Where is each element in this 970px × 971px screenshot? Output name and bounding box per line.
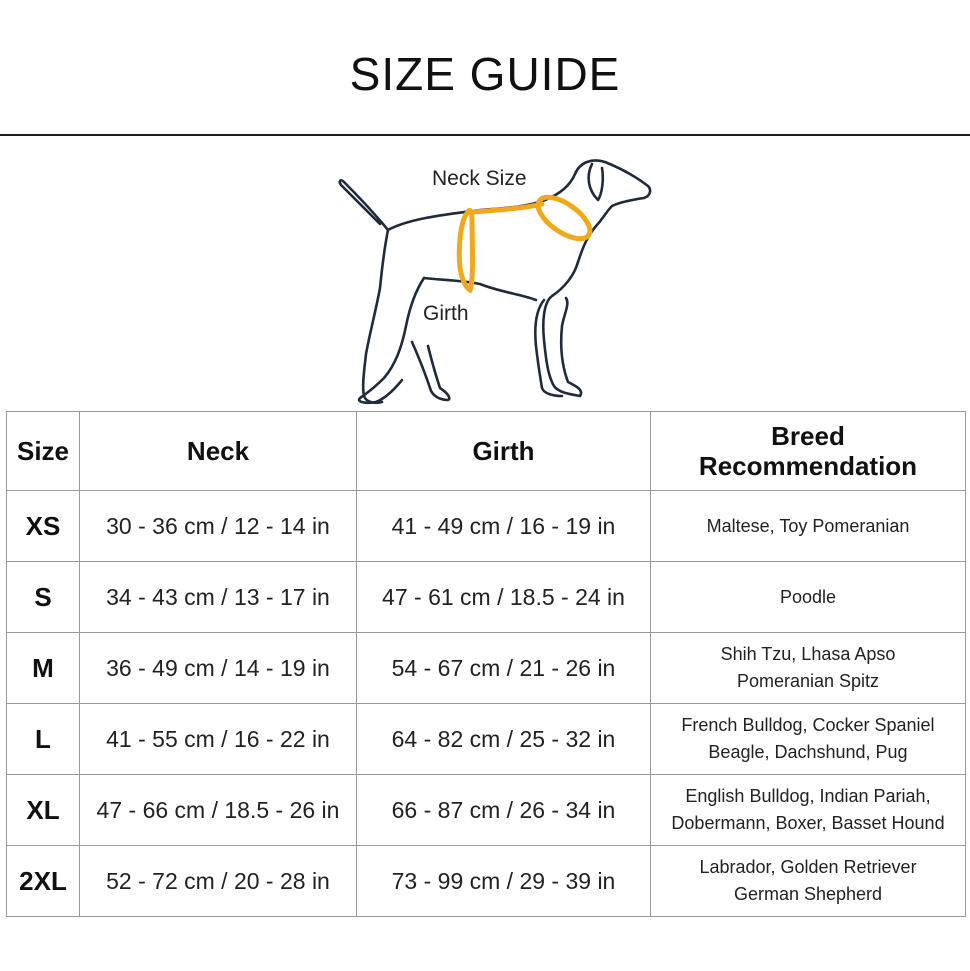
dog-measurement-illustration [330, 150, 660, 406]
back-strap [472, 204, 542, 212]
breed-line: French Bulldog, Cocker Spaniel [681, 715, 935, 735]
header-breed [651, 412, 966, 491]
breed-cell [651, 775, 966, 846]
measurement-straps [459, 189, 596, 290]
neck-cell: 52 - 72 cm / 20 - 28 in [80, 846, 357, 917]
breed-cell [651, 562, 966, 633]
header-breed-line: Recommendation [698, 451, 918, 481]
header-girth: Girth [357, 412, 651, 491]
dog-outline [340, 161, 650, 403]
size-cell: L [7, 704, 80, 775]
header-neck: Neck [80, 412, 357, 491]
breed-line: Beagle, Dachshund, Pug [708, 742, 908, 762]
neck-strap [531, 189, 596, 246]
girth-label: Girth [423, 302, 469, 325]
page-title: SIZE GUIDE [349, 48, 621, 100]
neck-size-label: Neck Size [432, 167, 527, 190]
breed-line: Poodle [779, 586, 837, 607]
table-row [7, 562, 966, 633]
breed-line: Maltese, Toy Pomeranian [706, 515, 910, 536]
neck-cell: 34 - 43 cm / 13 - 17 in [80, 562, 357, 633]
girth-cell: 54 - 67 cm / 21 - 26 in [357, 633, 651, 704]
table-header-row [7, 412, 966, 491]
breed-line: German Shepherd [733, 884, 883, 904]
girth-cell: 41 - 49 cm / 16 - 19 in [357, 491, 651, 562]
breed-line: Labrador, Golden Retriever [699, 857, 917, 877]
header-size: Size [7, 412, 80, 491]
neck-cell: 47 - 66 cm / 18.5 - 26 in [80, 775, 357, 846]
breed-line: Dobermann, Boxer, Basset Hound [671, 813, 945, 833]
breed-cell [651, 704, 966, 775]
neck-cell: 30 - 36 cm / 12 - 14 in [80, 491, 357, 562]
size-cell: 2XL [7, 846, 80, 917]
size-cell: S [7, 562, 80, 633]
girth-cell: 64 - 82 cm / 25 - 32 in [357, 704, 651, 775]
breed-cell [651, 846, 966, 917]
table-row [7, 491, 966, 562]
neck-cell: 41 - 55 cm / 16 - 22 in [80, 704, 357, 775]
breed-cell [651, 633, 966, 704]
table-row [7, 633, 966, 704]
neck-cell: 36 - 49 cm / 14 - 19 in [80, 633, 357, 704]
girth-cell: 47 - 61 cm / 18.5 - 24 in [357, 562, 651, 633]
breed-line: Shih Tzu, Lhasa Apso [720, 644, 896, 664]
table-row [7, 704, 966, 775]
breed-line: Pomeranian Spitz [736, 671, 880, 691]
breed-line: English Bulldog, Indian Pariah, [685, 786, 931, 806]
breed-cell [651, 491, 966, 562]
girth-cell: 73 - 99 cm / 29 - 39 in [357, 846, 651, 917]
header-breed-line: Breed [771, 421, 845, 451]
girth-strap [459, 210, 472, 290]
size-cell: M [7, 633, 80, 704]
size-cell: XS [7, 491, 80, 562]
girth-cell: 66 - 87 cm / 26 - 34 in [357, 775, 651, 846]
table-row [7, 775, 966, 846]
title-divider [0, 134, 970, 136]
size-table [6, 411, 966, 917]
size-cell: XL [7, 775, 80, 846]
table-row [7, 846, 966, 917]
